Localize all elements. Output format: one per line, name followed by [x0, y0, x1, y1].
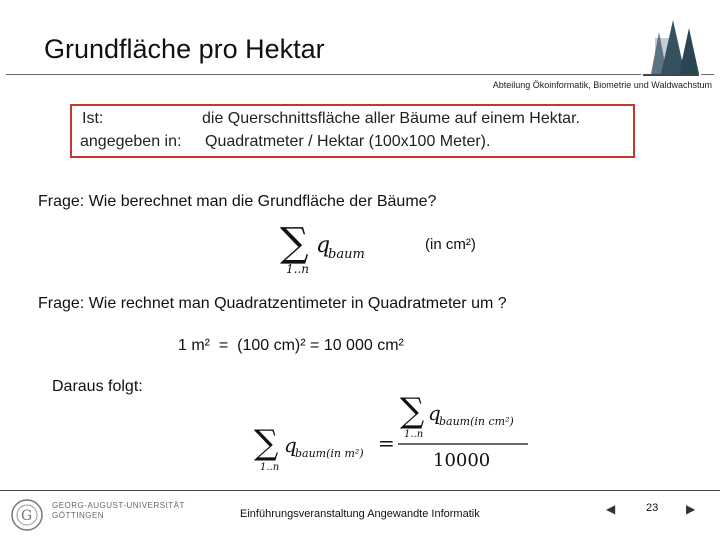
- footer-divider: [0, 490, 720, 491]
- q-subscript: baum: [328, 247, 365, 262]
- university-line-1: GEORG-AUGUST-UNIVERSITÄT: [52, 501, 185, 510]
- q-symbol-rhs: q: [428, 401, 441, 425]
- definition-text-1: die Querschnittsfläche aller Bäume auf einem Hektar.: [202, 110, 580, 127]
- q-symbol-lhs: q: [284, 433, 297, 457]
- sum-limits: 1..n: [286, 262, 309, 276]
- conversion-equation: 1 m² = (100 cm)² = 10 000 cm²: [178, 337, 404, 354]
- definition-box: [70, 104, 635, 158]
- page-number: 23: [646, 502, 659, 514]
- course-name: Einführungsveranstaltung Angewandte Informatik: [240, 508, 480, 520]
- definition-label-1: Ist:: [82, 110, 104, 127]
- department-name: Abteilung Ökoinformatik, Biometrie und Waldwachstum: [492, 80, 712, 90]
- question-2: Frage: Wie rechnet man Quadratzentimeter in Quadratmeter um ?: [38, 295, 507, 312]
- sigma-symbol-lhs: ∑: [254, 423, 279, 463]
- conclusion-label: Daraus folgt:: [52, 378, 143, 395]
- sigma-symbol-rhs: ∑: [400, 391, 425, 431]
- q-symbol: q: [316, 233, 331, 258]
- svg-text:G: G: [21, 508, 33, 524]
- sum-formula-2: [250, 390, 540, 480]
- question-1: Frage: Wie berechnet man die Grundfläche der Bäume?: [38, 193, 437, 210]
- forest-logo-icon: [641, 14, 701, 76]
- next-slide-icon[interactable]: ▶: [686, 502, 696, 516]
- definition-text-2: Quadratmeter / Hektar (100x100 Meter).: [205, 133, 491, 150]
- sigma-symbol: ∑: [280, 220, 309, 266]
- university-line-2: GÖTTINGEN: [52, 511, 105, 520]
- equals-sign: =: [378, 431, 395, 455]
- sum-formula-1: [280, 216, 400, 278]
- previous-slide-icon[interactable]: ◀: [606, 502, 616, 516]
- q-subscript-lhs: baum(in m²): [295, 447, 364, 460]
- slide-title: Grundfläche pro Hektar: [44, 34, 325, 64]
- title-divider: [6, 74, 714, 75]
- definition-label-2: angegeben in:: [80, 133, 182, 150]
- sum-limits-lhs: 1..n: [260, 462, 280, 473]
- unit-note: (in cm²): [425, 236, 476, 253]
- denominator: 10000: [433, 450, 491, 471]
- q-subscript-rhs: baum(in cm²): [439, 415, 514, 428]
- sum-limits-rhs: 1..n: [404, 429, 424, 440]
- university-seal-icon: [8, 496, 48, 534]
- university-name: [52, 501, 185, 521]
